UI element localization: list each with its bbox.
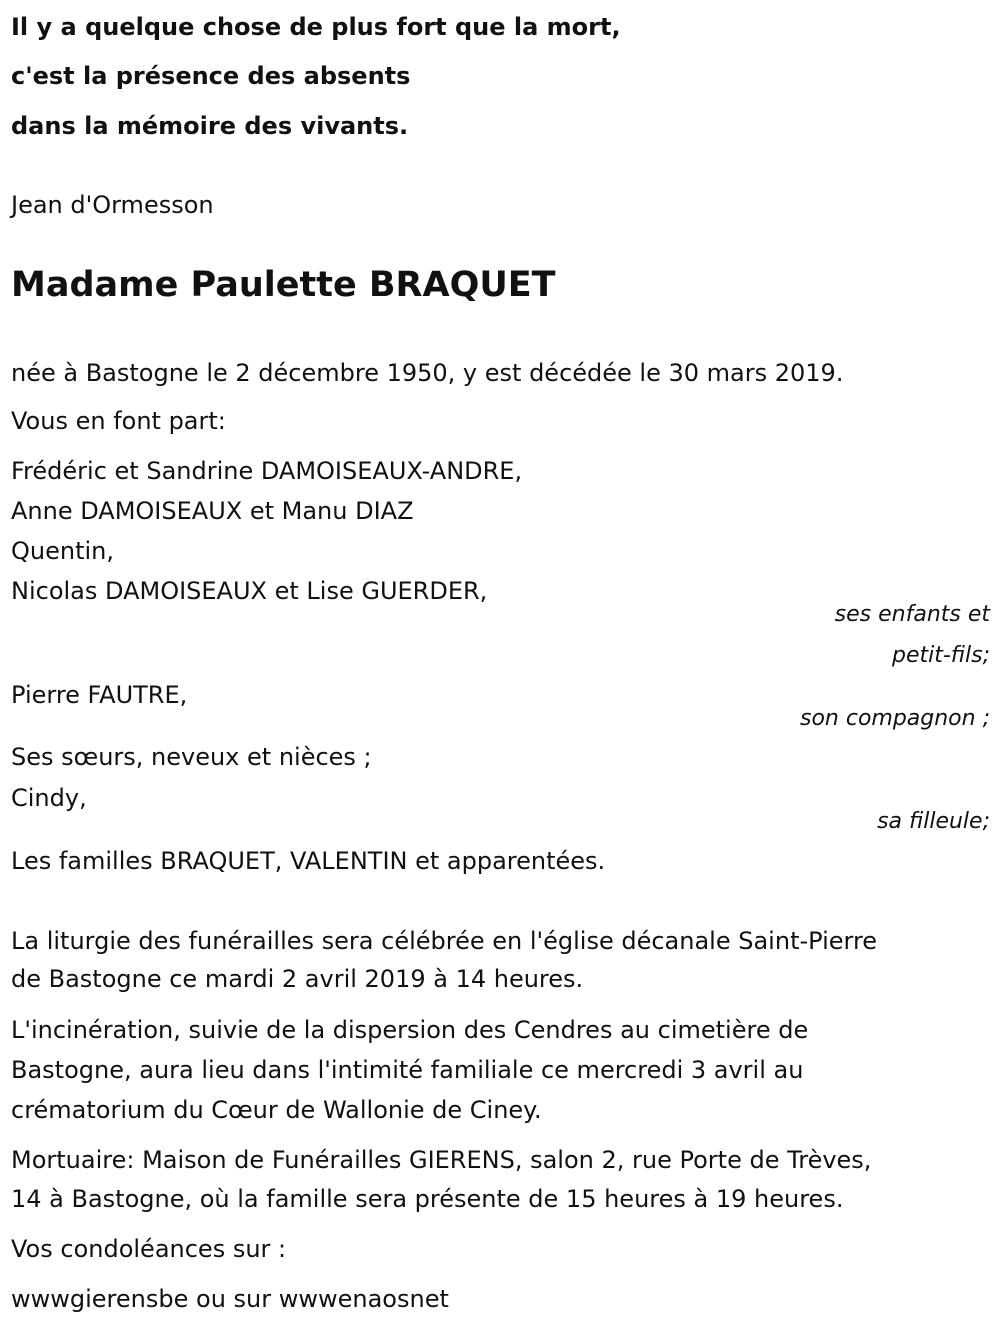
- cremation-line-1: L'incinération, suivie de la dispersion des Cendres au cimetière de: [11, 1016, 809, 1044]
- families-line: Les familles BRAQUET, VALENTIN et apparentées.: [11, 847, 606, 875]
- liturgy-line-1: La liturgie des funérailles sera célébrée en l'église décanale Saint-Pierre: [11, 927, 878, 955]
- quote-line-2: c'est la présence des absents: [11, 62, 411, 90]
- announcement-intro: Vous en font part:: [11, 407, 226, 435]
- quote-author: Jean d'Ormesson: [11, 191, 214, 219]
- mortuary-line-2: 14 à Bastogne, où la famille sera présente de 15 heures à 19 heures.: [11, 1185, 844, 1213]
- liturgy-line-2: de Bastogne ce mardi 2 avril 2019 à 14 heures.: [11, 965, 584, 993]
- condolences-intro: Vos condoléances sur :: [11, 1235, 287, 1263]
- companion-name: Pierre FAUTRE,: [11, 681, 188, 709]
- mortuary-line-1: Mortuaire: Maison de Funérailles GIERENS, salon 2, rue Porte de Trèves,: [11, 1146, 872, 1174]
- cremation-line-2: Bastogne, aura lieu dans l'intimité familiale ce mercredi 3 avril au: [11, 1056, 804, 1084]
- condolences-sites: wwwgierensbe ou sur wwwenaosnet: [11, 1285, 449, 1313]
- children-role-line-1: ses enfants et: [834, 602, 990, 627]
- siblings-line: Ses sœurs, neveux et nièces ;: [11, 743, 372, 771]
- goddaughter-role: sa filleule;: [877, 809, 990, 834]
- deceased-name: Madame Paulette BRAQUET: [11, 265, 556, 305]
- quote-line-3: dans la mémoire des vivants.: [11, 112, 409, 140]
- children-role-line-2: petit-fils;: [891, 643, 990, 668]
- companion-role: son compagnon ;: [799, 706, 990, 731]
- birth-death-line: née à Bastogne le 2 décembre 1950, y est décédée le 30 mars 2019.: [11, 359, 844, 387]
- quote-line-1: Il y a quelque chose de plus fort que la mort,: [11, 13, 621, 41]
- child-line-4: Nicolas DAMOISEAUX et Lise GUERDER,: [11, 577, 488, 605]
- cremation-line-3: crématorium du Cœur de Wallonie de Ciney.: [11, 1096, 542, 1124]
- child-line-2: Anne DAMOISEAUX et Manu DIAZ: [11, 497, 414, 525]
- child-line-1: Frédéric et Sandrine DAMOISEAUX-ANDRE,: [11, 457, 523, 485]
- goddaughter-name: Cindy,: [11, 784, 87, 812]
- child-line-3: Quentin,: [11, 537, 114, 565]
